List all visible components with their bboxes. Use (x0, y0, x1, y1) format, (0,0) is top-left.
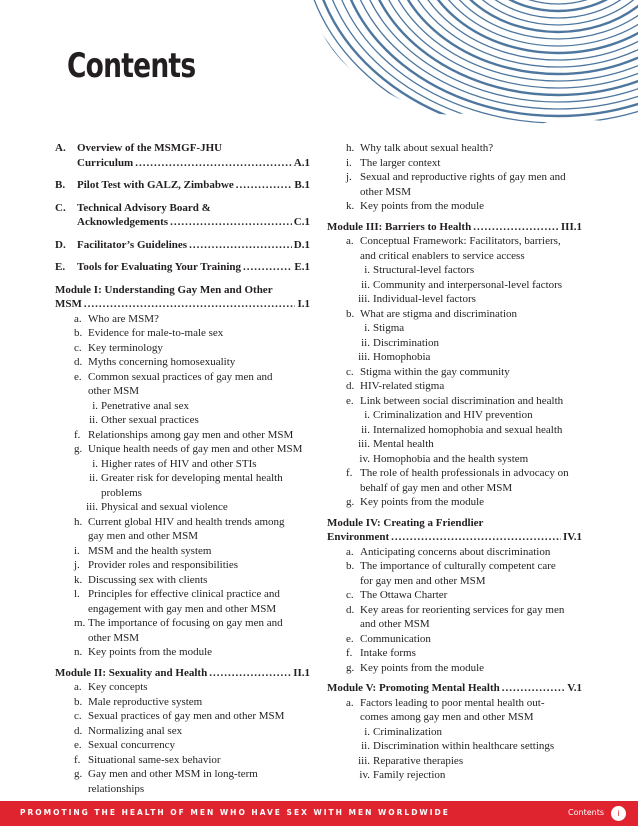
toc-subitem (55, 370, 310, 399)
toc-subitem-marker: a. (346, 235, 354, 247)
toc-subitem-text: Sexual concurrency (88, 739, 176, 751)
leader-dots (502, 681, 565, 696)
toc-subitem (55, 709, 310, 724)
toc-subitem-text: Physical and sexual violence (101, 501, 228, 513)
toc-subitem-marker: c. (346, 365, 354, 378)
toc-subitem-text: Communication (360, 632, 431, 645)
toc-subitem-marker: f. (346, 647, 353, 659)
leader-dots (170, 215, 292, 230)
toc-subitem (327, 321, 582, 336)
contents-left-column (55, 141, 310, 796)
module-1-heading-title: MSM (55, 298, 82, 310)
toc-entry-title: Facilitator’s Guidelines (77, 238, 188, 251)
footer-bar (0, 801, 638, 826)
toc-marker: D. (55, 238, 66, 251)
toc-subitem-text: Individual-level factors (373, 293, 476, 305)
toc-subitem (327, 423, 582, 438)
toc-subitem (55, 724, 310, 739)
toc-subitem-marker: b. (74, 327, 83, 339)
toc-subitem-marker: b. (74, 695, 83, 708)
toc-entry (77, 260, 310, 275)
toc-subitem-text: Provider roles and responsibilities (88, 559, 239, 571)
toc-subitem-marker: i. (92, 399, 98, 412)
module-1-heading (55, 297, 310, 312)
toc-subitem-marker: l. (74, 588, 80, 600)
toc-subitem-text: Higher rates of HIV and other STIs (101, 457, 257, 470)
toc-subitem-text: Stigma (373, 322, 405, 334)
toc-subitem (55, 587, 310, 616)
toc-subitem-text: Male reproductive system (88, 695, 203, 708)
toc-subitem (55, 645, 310, 660)
toc-subitem-text: Current global HIV and health trends among (88, 515, 285, 528)
toc-subitem (327, 336, 582, 351)
toc-subitem-text: Community and interpersonal-level factors (373, 278, 563, 291)
toc-subitem-marker: g. (74, 768, 83, 780)
toc-subitem-text: problems (101, 486, 142, 499)
toc-subitem-text: Discrimination within healthcare settings (373, 740, 555, 752)
toc-subitem-marker: e. (74, 370, 82, 383)
toc-subitem-text: Conceptual Framework: Facilitators, barriers, (360, 235, 561, 247)
toc-subitem-marker: m. (74, 617, 86, 629)
toc-subitem-text: Penetrative anal sex (101, 399, 189, 412)
toc-subitem (327, 292, 582, 307)
toc-subitem-text: The larger context (360, 156, 441, 169)
toc-subitem (55, 515, 310, 544)
toc-entry-line: Overview of the MSMGF-JHU (77, 142, 223, 154)
toc-subitem (55, 680, 310, 695)
toc-subitem (55, 442, 310, 457)
toc-subitem-marker: b. (346, 560, 355, 572)
toc-subitem-marker: c. (346, 589, 354, 601)
toc-subitem-marker: a. (74, 312, 82, 325)
module-1-heading-page: I.1 (297, 298, 310, 310)
toc-marker: E. (55, 261, 66, 273)
toc-subitem (327, 588, 582, 603)
toc-subitem-text: Sexual practices of gay men and other MSM (88, 710, 285, 722)
toc-subitem (55, 413, 310, 428)
toc-subitem-text: Key terminology (88, 341, 163, 354)
tree-ring-image (308, 0, 638, 130)
toc-subitem-text: Situational same-sex behavior (88, 753, 221, 766)
module-5-heading (327, 681, 582, 696)
toc-marker: A. (55, 142, 66, 154)
toc-subitem-marker: i. (74, 544, 80, 557)
toc-entry-page: B.1 (294, 179, 310, 191)
toc-subitem (327, 739, 582, 754)
toc-subitem-marker: h. (74, 515, 83, 528)
toc-subitem-marker: ii. (361, 278, 370, 291)
toc-subitem (327, 263, 582, 278)
footer-tagline: PROMOTING THE HEALTH OF MEN WHO HAVE SEX WITH MEN WORLDWIDE (20, 808, 450, 817)
toc-subitem-marker: i. (92, 457, 98, 470)
toc-subitem-text: and other MSM (360, 618, 430, 630)
toc-subitem (55, 500, 310, 515)
toc-subitem-text: other MSM (360, 185, 412, 198)
toc-subitem-text: other MSM (88, 385, 140, 397)
toc-subitem (327, 661, 582, 676)
toc-subitem-marker: g. (346, 496, 355, 508)
leader-dots (236, 178, 293, 193)
toc-subitem-marker: c. (74, 341, 82, 354)
toc-subitem (55, 312, 310, 327)
toc-subitem (327, 307, 582, 322)
toc-subitem-marker: f. (74, 753, 81, 766)
toc-subitem (55, 326, 310, 341)
toc-subitem (55, 616, 310, 645)
toc-subitem (327, 141, 582, 156)
toc-subitem-text: Relationships among gay men and other MSM (88, 428, 294, 441)
toc-subitem (327, 646, 582, 661)
toc-subitem-marker: iii. (358, 351, 370, 363)
toc-subitem (327, 278, 582, 293)
leader-dots (84, 297, 296, 312)
toc-entry-title: Tools for Evaluating Your Training (77, 261, 242, 273)
footer-section-label: Contents (568, 808, 604, 817)
module-5-heading-title: Module V: Promoting Mental Health (327, 682, 500, 694)
toc-subitem-marker: ii. (361, 740, 370, 752)
toc-subitem (327, 234, 582, 263)
toc-subitem (327, 696, 582, 725)
toc-subitem-marker: k. (74, 573, 83, 586)
toc-subitem-text: Greater risk for developing mental health (101, 472, 283, 484)
toc-subitem-text: and critical enablers to service access (360, 249, 525, 262)
toc-subitem-marker: n. (74, 646, 83, 658)
toc-entry (77, 156, 310, 171)
toc-subitem-text: Key points from the module (360, 200, 485, 212)
toc-subitem-marker: f. (74, 428, 81, 441)
toc-subitem (55, 341, 310, 356)
toc-subitem-text: Family rejection (373, 769, 446, 781)
toc-subitem-marker: d. (346, 603, 355, 616)
toc-subitem-text: The importance of culturally competent care (360, 560, 556, 572)
toc-subitem-text: for gay men and other MSM (360, 574, 486, 587)
toc-subitem (55, 457, 310, 472)
toc-entry-page: E.1 (294, 261, 310, 273)
toc-subitem-marker: i. (364, 322, 370, 334)
toc-subitem-marker: iii. (358, 438, 370, 450)
toc-subitem (327, 199, 582, 214)
toc-entry-b (55, 178, 310, 193)
toc-subitem-text: Homophobia (373, 351, 431, 363)
module-2-heading (55, 666, 310, 681)
toc-subitem-text: Key points from the module (88, 646, 213, 658)
toc-subitem-marker: f. (346, 467, 353, 479)
toc-subitem-text: Reparative therapies (373, 754, 464, 767)
toc-subitem-text: Myths concerning homosexuality (88, 356, 236, 368)
toc-subitem (327, 768, 582, 783)
toc-subitem-marker: a. (346, 545, 354, 558)
toc-subitem-text: Criminalization and HIV prevention (373, 409, 533, 421)
module-4-heading (327, 516, 582, 545)
toc-subitem (55, 558, 310, 573)
module-3-heading-page: III.1 (560, 220, 582, 233)
toc-subitem (327, 559, 582, 588)
toc-entry-title: Acknowledgements (77, 216, 169, 228)
module-2-heading-page: II.1 (293, 666, 310, 679)
toc-subitem-text: comes among gay men and other MSM (360, 711, 534, 723)
toc-subitem-text: engagement with gay men and other MSM (88, 602, 277, 615)
toc-subitem (55, 695, 310, 710)
toc-subitem-text: Evidence for male-to-male sex (88, 327, 224, 339)
toc-subitem (327, 437, 582, 452)
toc-subitem-marker: i. (364, 725, 370, 738)
toc-subitem-text: Discrimination (373, 336, 439, 349)
toc-subitem-text: MSM and the health system (88, 544, 212, 557)
toc-subitem-marker: iv. (359, 769, 370, 781)
toc-marker: C. (55, 201, 66, 214)
toc-entry-page: C.1 (293, 216, 310, 228)
module-2-heading (55, 666, 310, 681)
toc-subitem-marker: c. (74, 710, 82, 722)
module-3-heading (327, 220, 582, 235)
toc-subitem-text: Structural-level factors (373, 264, 475, 276)
toc-subitem (327, 379, 582, 394)
module-1-heading (55, 283, 310, 312)
toc-subitem-marker: iii. (358, 754, 370, 767)
toc-subitem (327, 170, 582, 199)
toc-subitem-marker: j. (74, 559, 80, 571)
module-1-heading-line: Module I: Understanding Gay Men and Other (55, 283, 273, 296)
toc-subitem (327, 725, 582, 740)
toc-subitem-marker: g. (74, 443, 83, 455)
module-4-heading-title: Environment (327, 531, 390, 543)
toc-subitem-marker: d. (74, 724, 83, 737)
toc-subitem-text: Stigma within the gay community (360, 365, 510, 378)
toc-subitem-marker: k. (346, 200, 355, 212)
toc-subitem-marker: ii. (361, 423, 370, 436)
module-5-heading-page: V.1 (567, 682, 582, 694)
toc-subitem (55, 573, 310, 588)
module-4-heading-line: Module IV: Creating a Friendlier (327, 516, 484, 529)
toc-subitem (327, 466, 582, 495)
toc-subitem-text: Common sexual practices of gay men and (88, 370, 273, 383)
toc-subitem-text: behalf of gay men and other MSM (360, 481, 513, 494)
toc-subitem (55, 753, 310, 768)
toc-subitem (327, 452, 582, 467)
leader-dots (209, 666, 291, 681)
toc-entry-title: Pilot Test with GALZ, Zimbabwe (77, 179, 234, 191)
toc-subitem-marker: ii. (361, 336, 370, 349)
toc-subitem-marker: a. (346, 696, 354, 709)
toc-subitem (327, 365, 582, 380)
toc-subitem-marker: h. (346, 142, 355, 154)
toc-subitem-marker: iii. (358, 293, 370, 305)
toc-subitem-marker: b. (346, 307, 355, 320)
toc-subitem-marker: i. (364, 409, 370, 421)
toc-subitem (55, 355, 310, 370)
toc-entry-title: Curriculum (77, 156, 134, 169)
toc-subitem (327, 754, 582, 769)
module-3-heading-title: Module III: Barriers to Health (327, 220, 472, 233)
toc-subitem (327, 156, 582, 171)
toc-subitem (55, 738, 310, 753)
toc-subitem-marker: i. (364, 264, 370, 276)
toc-subitem-marker: j. (346, 171, 352, 183)
toc-entry-c (55, 201, 310, 230)
toc-subitem-marker: d. (346, 380, 355, 392)
toc-entry-page: D.1 (293, 238, 310, 251)
toc-subitem-text: Who are MSM? (88, 312, 159, 325)
toc-subitem (327, 603, 582, 632)
toc-subitem (327, 632, 582, 647)
toc-subitem (55, 544, 310, 559)
toc-subitem-text: What are stigma and discrimination (360, 307, 518, 320)
toc-subitem-text: Key points from the module (360, 496, 485, 508)
toc-subitem (55, 399, 310, 414)
page-title: Contents (67, 46, 196, 86)
toc-subitem-marker: e. (346, 394, 354, 407)
toc-subitem-text: Gay men and other MSM in long-term (88, 768, 258, 780)
toc-subitem-marker: a. (74, 681, 82, 693)
toc-subitem (327, 350, 582, 365)
toc-subitem-text: Normalizing anal sex (88, 724, 183, 737)
toc-subitem (327, 545, 582, 560)
toc-subitem-marker: iv. (359, 452, 370, 465)
leader-dots (243, 260, 292, 275)
toc-subitem-text: Key concepts (88, 681, 148, 693)
toc-subitem-marker: ii. (89, 472, 98, 484)
toc-subitem-marker: e. (74, 739, 82, 751)
module-5-heading (327, 681, 582, 696)
toc-subitem-marker: d. (74, 356, 83, 368)
module-4-heading (327, 530, 582, 545)
toc-subitem-text: The role of health professionals in advocacy on (360, 467, 569, 479)
toc-entry-e (55, 260, 310, 275)
module-3-heading (327, 220, 582, 235)
toc-subitem-text: Key points from the module (360, 661, 485, 674)
toc-subitem-text: Link between social discrimination and health (360, 394, 564, 407)
toc-entry-a (55, 141, 310, 170)
toc-entry-page: A.1 (293, 156, 310, 169)
toc-subitem-text: Homophobia and the health system (373, 452, 529, 465)
toc-subitem-marker: iii. (86, 501, 98, 513)
toc-subitem-text: The Ottawa Charter (360, 589, 448, 601)
toc-subitem-text: Why talk about sexual health? (360, 142, 494, 154)
contents-right-column (327, 141, 582, 783)
leader-dots (391, 530, 561, 545)
module-2-heading-title: Module II: Sexuality and Health (55, 666, 208, 679)
toc-subitem (55, 767, 310, 796)
toc-subitem-text: gay men and other MSM (88, 530, 198, 542)
leader-dots (473, 220, 559, 235)
toc-entry-line: Technical Advisory Board & (77, 201, 211, 214)
footer-page-number: i (611, 806, 626, 821)
toc-subitem-text: Principles for effective clinical practice and (88, 588, 280, 600)
toc-subitem (327, 394, 582, 409)
leader-dots (135, 156, 292, 171)
toc-subitem-text: Internalized homophobia and sexual health (373, 423, 563, 436)
toc-entry (77, 178, 310, 193)
toc-subitem-marker: ii. (89, 414, 98, 426)
toc-subitem (327, 495, 582, 510)
toc-subitem-marker: g. (346, 661, 355, 674)
toc-subitem-text: HIV-related stigma (360, 380, 445, 392)
toc-subitem-text: relationships (88, 782, 145, 795)
toc-subitem-text: Key areas for reorienting services for gay men (360, 603, 565, 616)
toc-entry-d (55, 238, 310, 253)
toc-marker: B. (55, 179, 66, 191)
toc-subitem-text: Sexual and reproductive rights of gay men and (360, 171, 566, 183)
toc-subitem-text: Discussing sex with clients (88, 573, 208, 586)
leader-dots (189, 238, 292, 253)
toc-subitem (55, 471, 310, 500)
toc-subitem-text: Criminalization (373, 725, 443, 738)
toc-subitem-text: Unique health needs of gay men and other MSM (88, 443, 303, 455)
toc-subitem-text: Mental health (373, 438, 434, 450)
toc-entry (77, 215, 310, 230)
toc-entry (77, 238, 310, 253)
toc-subitem-text: Anticipating concerns about discrimination (360, 545, 551, 558)
toc-subitem-text: Other sexual practices (101, 414, 199, 426)
toc-subitem (55, 428, 310, 443)
module-4-heading-page: IV.1 (562, 531, 582, 543)
toc-subitem-text: The importance of focusing on gay men and (88, 617, 283, 629)
toc-subitem-text: other MSM (88, 631, 140, 644)
toc-subitem-text: Intake forms (360, 647, 416, 659)
toc-subitem-marker: e. (346, 632, 354, 645)
toc-subitem-marker: i. (346, 156, 352, 169)
toc-subitem (327, 408, 582, 423)
toc-subitem-text: Factors leading to poor mental health out- (360, 696, 545, 709)
